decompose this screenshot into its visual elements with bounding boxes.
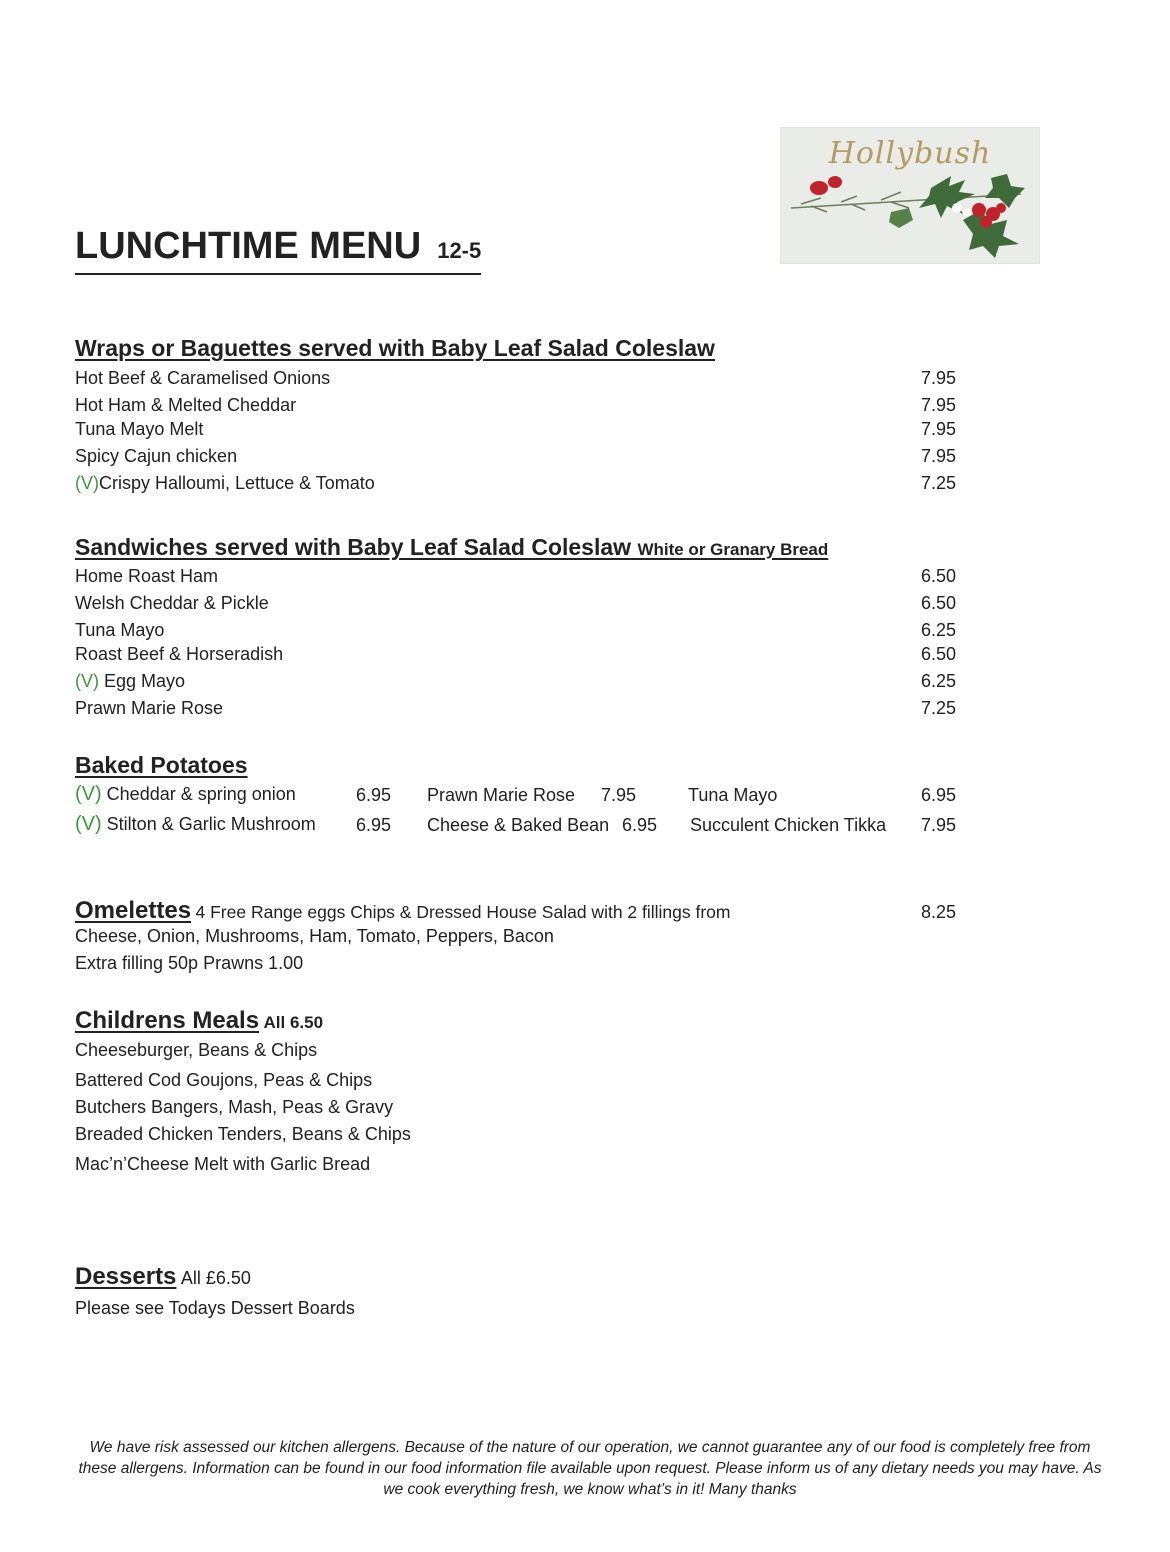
children-heading-line [75, 1007, 323, 1035]
menu-item [75, 473, 375, 494]
menu-item-name: Tuna Mayo [688, 785, 778, 805]
omelettes-heading: Omelettes [75, 897, 192, 924]
menu-item-price: 7.95 [921, 815, 957, 835]
menu-item-price: 6.95 [356, 815, 392, 835]
menu-item-name: Roast Beef & Horseradish [75, 644, 284, 664]
service-hours: 12-5 [437, 238, 482, 263]
menu-item-name: Cheddar & spring onion [101, 784, 296, 804]
menu-item [75, 671, 185, 692]
omelettes-description: 4 Free Range eggs Chips & Dressed House Salad with 2 fillings from [195, 902, 731, 922]
menu-item-name: Hot Ham & Melted Cheddar [75, 395, 297, 415]
children-item: Breaded Chicken Tenders, Beans & Chips [75, 1124, 411, 1144]
menu-item-name: Spicy Cajun chicken [75, 446, 238, 466]
desserts-heading-line [75, 1263, 251, 1291]
children-item: Butchers Bangers, Mash, Peas & Gravy [75, 1097, 394, 1117]
menu-item-name: Stilton & Garlic Mushroom [101, 814, 316, 834]
sandwiches-heading [75, 534, 828, 561]
menu-item-price: 7.95 [921, 395, 957, 415]
menu-item-name: Egg Mayo [99, 671, 186, 691]
menu-item-price: 7.95 [921, 368, 957, 388]
menu-item-name: Tuna Mayo [75, 620, 165, 640]
vegetarian-marker: (V) [75, 473, 99, 493]
potatoes-heading: Baked Potatoes [75, 752, 248, 778]
children-item: Mac’n’Cheese Melt with Garlic Bread [75, 1154, 371, 1174]
menu-item-price: 7.25 [921, 698, 957, 718]
menu-item-name: Home Roast Ham [75, 566, 219, 586]
omelettes-line [75, 897, 731, 925]
desserts-note: Please see Todays Dessert Boards [75, 1298, 355, 1318]
menu-item-name: Crispy Halloumi, Lettuce & Tomato [99, 473, 375, 493]
menu-item-price: 6.25 [921, 671, 957, 691]
omelette-extras: Extra filling 50p Prawns 1.00 [75, 953, 304, 973]
desserts-price-note: All £6.50 [180, 1268, 251, 1288]
menu-item-name: Welsh Cheddar & Pickle [75, 593, 269, 613]
menu-item-price: 7.95 [921, 446, 957, 466]
children-price-note: All 6.50 [263, 1013, 324, 1032]
menu-item-name: Cheese & Baked Bean [427, 815, 610, 835]
desserts-heading: Desserts [75, 1263, 177, 1290]
menu-item-price: 6.95 [622, 815, 658, 835]
sandwiches-title: Sandwiches served with Baby Leaf Salad Coleslaw [75, 534, 632, 560]
omelettes-price: 8.25 [921, 902, 957, 922]
vegetarian-marker: (V) [75, 783, 102, 805]
children-item: Battered Cod Goujons, Peas & Chips [75, 1070, 373, 1090]
vegetarian-marker: (V) [75, 671, 99, 691]
title-text: LUNCHTIME MENU [75, 225, 422, 267]
menu-item-name: Succulent Chicken Tikka [690, 815, 887, 835]
menu-item-price: 7.25 [921, 473, 957, 493]
menu-item-name: Prawn Marie Rose [427, 785, 576, 805]
menu-item-name: Hot Beef & Caramelised Onions [75, 368, 331, 388]
omelette-fillings: Cheese, Onion, Mushrooms, Ham, Tomato, Peppers, Bacon [75, 926, 554, 946]
menu-item-price: 6.50 [921, 644, 957, 664]
wraps-heading: Wraps or Baguettes served with Baby Leaf Salad Coleslaw [75, 335, 715, 361]
children-heading: Childrens Meals [75, 1007, 260, 1034]
holly-illustration [781, 128, 1039, 263]
menu-item-price: 7.95 [601, 785, 637, 805]
menu-item-price: 6.50 [921, 566, 957, 586]
children-item: Cheeseburger, Beans & Chips [75, 1040, 318, 1060]
allergen-notice: We have risk assessed our kitchen allergens. Because of the nature of our operation, we cannot guarantee any of our food is completely free from these allergens. Information can be found in our food information file available upon request. Please inform us of any dietary needs you may have. As we cook everything fresh, we know what’s in it! Many thanks [78, 1439, 1102, 1498]
menu-item-price: 6.50 [921, 593, 957, 613]
page-title [75, 224, 481, 275]
hollybush-logo [780, 127, 1040, 264]
bread-note: White or Granary Bread [637, 540, 829, 559]
menu-item [75, 813, 316, 836]
menu-item-name: Prawn Marie Rose [75, 698, 224, 718]
menu-item-price: 6.95 [921, 785, 957, 805]
vegetarian-marker: (V) [75, 813, 102, 835]
menu-item-price: 7.95 [921, 419, 957, 439]
menu-item [75, 783, 296, 806]
menu-item-price: 6.25 [921, 620, 957, 640]
menu-item-name: Tuna Mayo Melt [75, 419, 204, 439]
logo-text: Hollybush [828, 136, 992, 171]
menu-item-price: 6.95 [356, 785, 392, 805]
